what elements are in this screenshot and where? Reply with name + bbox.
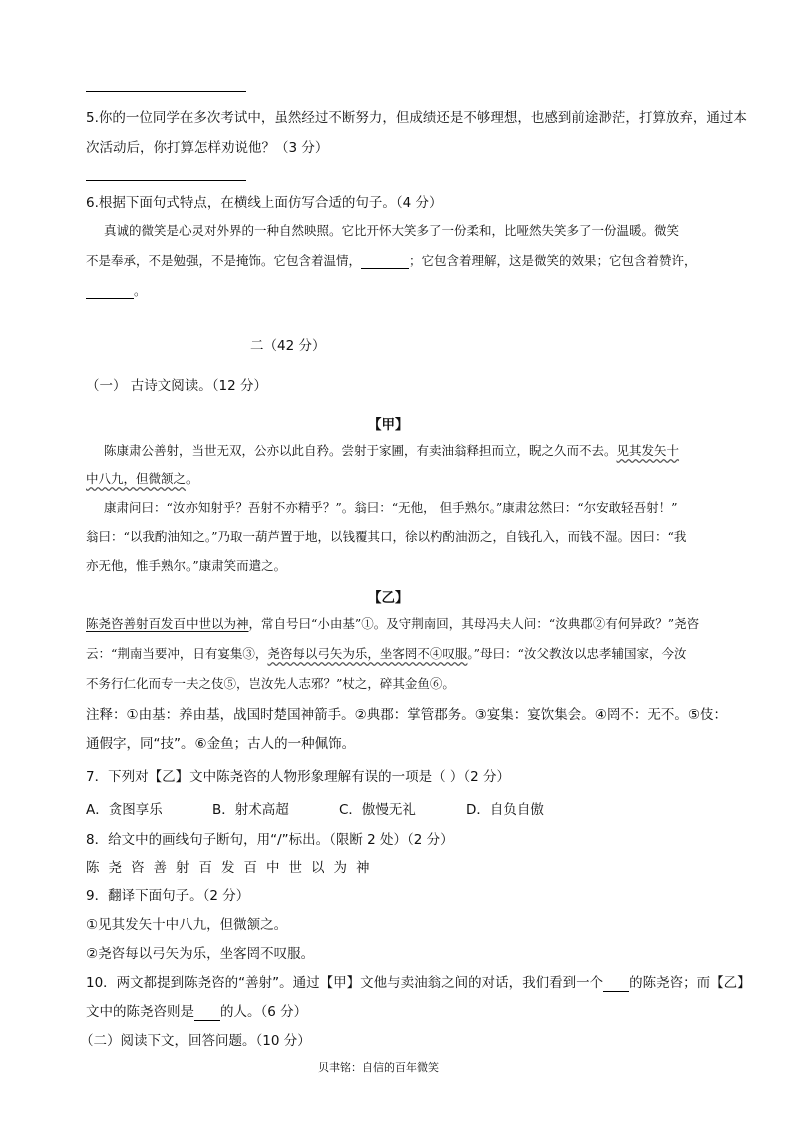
yi-line3: 不务行仁化而专一夫之伎⑤，岂汝先人志邪？”杖之，碎其金鱼⑥。 [86, 676, 455, 691]
q10-l1a: 10．两文都提到陈尧咨的“善射”。通过【甲】文他与卖油翁之间的对话，我们看到一个 [86, 975, 604, 991]
q8-title: 8．给文中的画线句子断句，用“/”标出。（限断 2 处）（2 分） [86, 832, 454, 848]
yi-l2a: 云：“荆南当要冲，日有宴集③， [86, 646, 268, 661]
q6-line2-part1: 不是奉承，不是勉强，不是掩饰。它包含着温情， [86, 253, 362, 268]
jia-p1-line2 [86, 469, 199, 487]
q10-line1 [86, 971, 751, 992]
q6-line2-part2: ；它包含着理解，这是微笑的效果；它包含着赞许， [409, 253, 697, 268]
yi-label: 【乙】 [368, 590, 409, 606]
q7-option-a[interactable]: A．贪图享乐 [86, 802, 163, 818]
jia-label: 【甲】 [368, 417, 409, 433]
jia-p2-line1: 康肃问曰：“汝亦知射乎？吾射不亦精乎？”。翁曰：“无他， 但手熟尔。”康肃忿然曰：“尔安敢轻吾射！” [104, 500, 678, 515]
q6-blank1[interactable] [361, 253, 409, 269]
q7-option-d[interactable]: D．自负自傲 [466, 802, 544, 818]
jia-p2-line3: 亦无他，惟手熟尔。”康肃笑而遣之。 [86, 558, 287, 573]
q5-line1: 5.你的一位同学在多次考试中，虽然经过不断努力，但成绩还是不够理想，也感到前途渺茫，打算放弃，通过本 [86, 110, 747, 126]
q6-passage-line1: 真诚的微笑是心灵对外界的一种自然映照。它比开怀大笑多了一份柔和，比哑然失笑多了一份温暖。微笑 [104, 223, 680, 238]
yi-l2b: 尧咨每以弓矢为乐，坐客罔不④叹服 [267, 646, 468, 661]
part2-title: （二）阅读下文，回答问题。（10 分） [80, 1033, 311, 1049]
q10-blank1[interactable] [603, 975, 629, 992]
q6-title: 6.根据下面句式特点，在横线上面仿写合适的句子。（4 分） [86, 195, 443, 211]
q10-blank2[interactable] [194, 1004, 220, 1021]
q7-option-b[interactable]: B．射术高超 [212, 802, 289, 818]
q10-line2 [86, 1000, 307, 1021]
jia-p1-l2b: 。 [186, 471, 199, 486]
section2-title: 二（42 分） [250, 338, 326, 354]
q9-sentence2: ②尧咨每以弓矢为乐，坐客罔不叹服。 [86, 946, 315, 962]
q8-sentence[interactable]: 陈尧咨善射百发百中世以为神 [86, 860, 379, 876]
q5-line2: 次活动后，你打算怎样劝说他？（3 分） [86, 140, 329, 156]
q10-l2b: 的人。（6 分） [220, 1004, 308, 1020]
yi-line1 [86, 614, 699, 632]
q9-sentence1: ①见其发矢十中八九，但微颔之。 [86, 917, 288, 933]
jia-p1-l1b: 见其发矢十 [616, 443, 680, 458]
q7-title: 7．下列对【乙】文中陈尧咨的人物形象理解有误的一项是（ ）（2 分） [86, 769, 511, 785]
q10-l1b: 的陈尧咨；而【乙】 [629, 975, 751, 991]
jia-p2-line2: 翁曰：“以我酌油知之。”乃取一葫芦置于地，以钱覆其口，徐以杓酌油沥之，自钱孔入，而钱不湿。因曰：“我 [86, 529, 687, 544]
jia-p1-line1 [104, 441, 679, 459]
jia-p1-l2a: 中八九，但微颔之 [86, 471, 187, 486]
yi-l2c: 。”母曰：“汝父教汝以忠孝辅国家，今汝 [467, 646, 687, 661]
notes-line1: 注释：①由基：养由基，战国时楚国神箭手。②典郡：掌管郡务。③宴集：宴饮集会。④罔不：无不。⑤伎： [86, 707, 728, 723]
q9-title: 9．翻译下面句子。（2 分） [86, 888, 250, 904]
yi-l1b: ，常自号曰“小由基”①。及守荆南回，其母冯夫人问：“汝典郡②有何异政？”尧咨 [248, 616, 700, 631]
jia-p1-l1a: 陈康肃公善射，当世无双，公亦以此自矜。尝射于家圃，有卖油翁释担而立，睨之久而不去。 [104, 443, 617, 458]
section2-sub1: （一） 古诗文阅读。（12 分） [86, 378, 268, 394]
q7-option-c[interactable]: C．傲慢无礼 [339, 802, 416, 818]
passage-title: 贝聿铭：自信的百年微笑 [318, 1061, 439, 1074]
q10-l2a: 文中的陈尧咨则是 [86, 1004, 194, 1020]
answer-line-q4 [86, 91, 246, 92]
q6-line3-end: 。 [134, 283, 147, 298]
notes-line2: 通假字，同“技”。⑥金鱼；古人的一种佩饰。 [86, 736, 356, 752]
yi-line2 [86, 644, 686, 662]
q6-blank2[interactable] [86, 283, 134, 299]
answer-line-q5 [86, 180, 246, 181]
yi-underlined-sentence: 陈尧咨善射百发百中世以为神 [86, 616, 249, 631]
q6-passage-line3 [86, 281, 147, 299]
q6-passage-line2 [86, 251, 697, 269]
